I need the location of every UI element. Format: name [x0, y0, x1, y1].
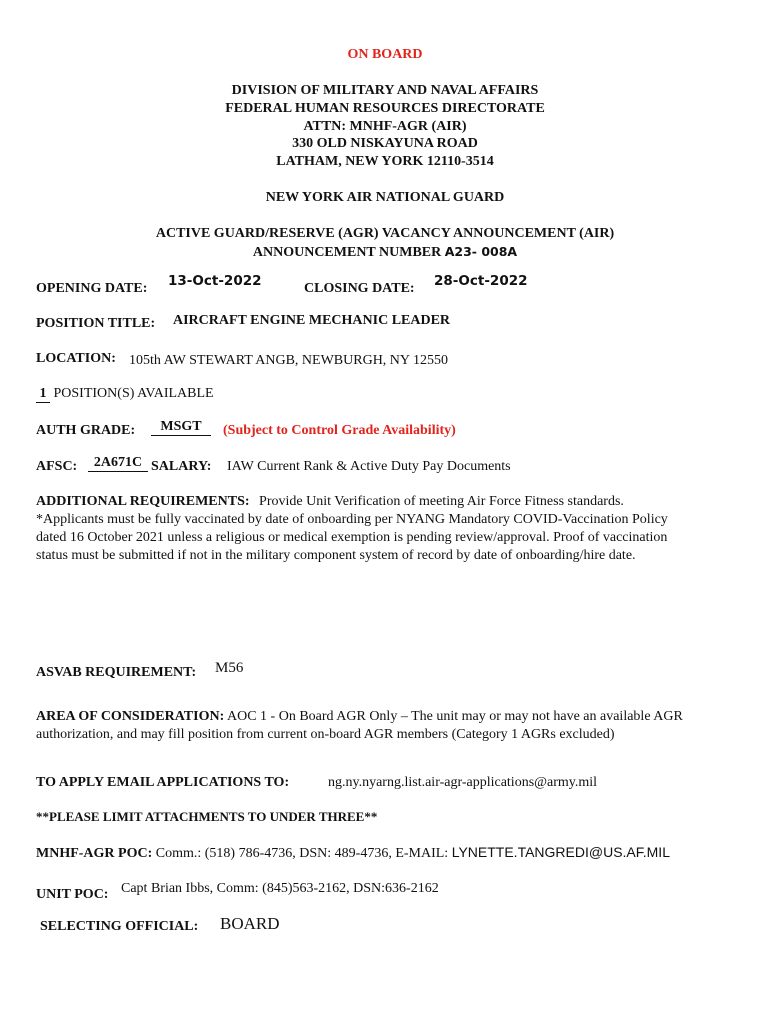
- location-value: 105th AW STEWART ANGB, NEWBURGH, NY 12550: [129, 353, 449, 368]
- unit-heading: NEW YORK AIR NATIONAL GUARD: [265, 190, 505, 205]
- selecting-official-label: SELECTING OFFICIAL:: [40, 919, 199, 934]
- afsc-value: 2A671C: [88, 455, 148, 472]
- org-line-3: ATTN: MNHF-AGR (AIR): [303, 119, 467, 134]
- requirements-line-3: dated 16 October 2021 unless a religious or medical exemption is pending review/approval. Proof of vaccination: [36, 530, 668, 545]
- afsc-label: AFSC:: [36, 459, 78, 474]
- opening-date-label: OPENING DATE:: [36, 281, 148, 296]
- org-line-2: FEDERAL HUMAN RESOURCES DIRECTORATE: [225, 101, 545, 116]
- requirements-label: ADDITIONAL REQUIREMENTS:: [36, 494, 250, 509]
- announcement-title: ACTIVE GUARD/RESERVE (AGR) VACANCY ANNOUNCEMENT (AIR): [155, 226, 615, 241]
- grade-availability-note: (Subject to Control Grade Availability): [223, 423, 456, 438]
- org-line-4: 330 OLD NISKAYUNA ROAD: [292, 136, 478, 151]
- consideration-line-2: authorization, and may fill position from current on-board AGR members (Category 1 AGRs excluded): [36, 727, 615, 742]
- position-title-label: POSITION TITLE:: [36, 316, 156, 331]
- consideration-line-1: [36, 709, 683, 725]
- attachment-limit-note: **PLEASE LIMIT ATTACHMENTS TO UNDER THREE**: [36, 809, 378, 824]
- requirements-line-1: [36, 494, 624, 510]
- announcement-number-value: A23- 008A: [444, 244, 518, 259]
- selecting-official-value: BOARD: [220, 914, 280, 933]
- salary-label: SALARY:: [151, 459, 212, 474]
- onboard-heading: ON BOARD: [347, 47, 423, 62]
- auth-grade-value: MSGT: [151, 419, 211, 436]
- announcement-number-label: ANNOUNCEMENT NUMBER: [252, 245, 442, 260]
- org-line-1: DIVISION OF MILITARY AND NAVAL AFFAIRS: [231, 83, 539, 98]
- requirements-line-4: status must be submitted if not in the military component system of record by date of onboarding/hire date.: [36, 548, 636, 563]
- positions-available-line: [36, 386, 214, 403]
- org-line-5: LATHAM, NEW YORK 12110-3514: [276, 154, 494, 169]
- apply-label: TO APPLY EMAIL APPLICATIONS TO:: [36, 775, 290, 790]
- opening-date-value: 13-Oct-2022: [168, 273, 262, 289]
- unit-poc-value: Capt Brian Ibbs, Comm: (845)563-2162, DSN:636-2162: [121, 881, 439, 896]
- consideration-text-1: AOC 1 - On Board AGR Only – The unit may or may not have an available AGR: [226, 709, 683, 724]
- asvab-label: ASVAB REQUIREMENT:: [36, 665, 197, 680]
- closing-date-label: CLOSING DATE:: [304, 281, 415, 296]
- mnhf-poc-line: [36, 844, 670, 862]
- announcement-number-line: [0, 244, 770, 261]
- closing-date-value: 28-Oct-2022: [434, 273, 528, 289]
- unit-poc-label: UNIT POC:: [36, 887, 109, 902]
- consideration-label: AREA OF CONSIDERATION:: [36, 709, 225, 724]
- requirements-text-1: Provide Unit Verification of meeting Air Force Fitness standards.: [259, 494, 624, 509]
- positions-text: POSITION(S) AVAILABLE: [53, 386, 214, 401]
- position-title-value: AIRCRAFT ENGINE MECHANIC LEADER: [173, 313, 451, 328]
- requirements-line-2: *Applicants must be fully vaccinated by date of onboarding per NYANG Mandatory COVID-Vaccination Policy: [36, 512, 668, 527]
- mnhf-poc-label: MNHF-AGR POC:: [36, 846, 153, 861]
- asvab-value: M56: [215, 660, 244, 676]
- apply-email[interactable]: ng.ny.nyarng.list.air-agr-applications@army.mil: [328, 775, 598, 790]
- salary-value: IAW Current Rank & Active Duty Pay Documents: [227, 459, 511, 474]
- auth-grade-label: AUTH GRADE:: [36, 423, 136, 438]
- positions-count: 1: [36, 386, 50, 403]
- mnhf-poc-contact: Comm.: (518) 786-4736, DSN: 489-4736, E-MAIL:: [155, 846, 449, 861]
- mnhf-poc-email[interactable]: LYNETTE.TANGREDI@US.AF.MIL: [451, 844, 670, 860]
- location-label: LOCATION:: [36, 351, 116, 366]
